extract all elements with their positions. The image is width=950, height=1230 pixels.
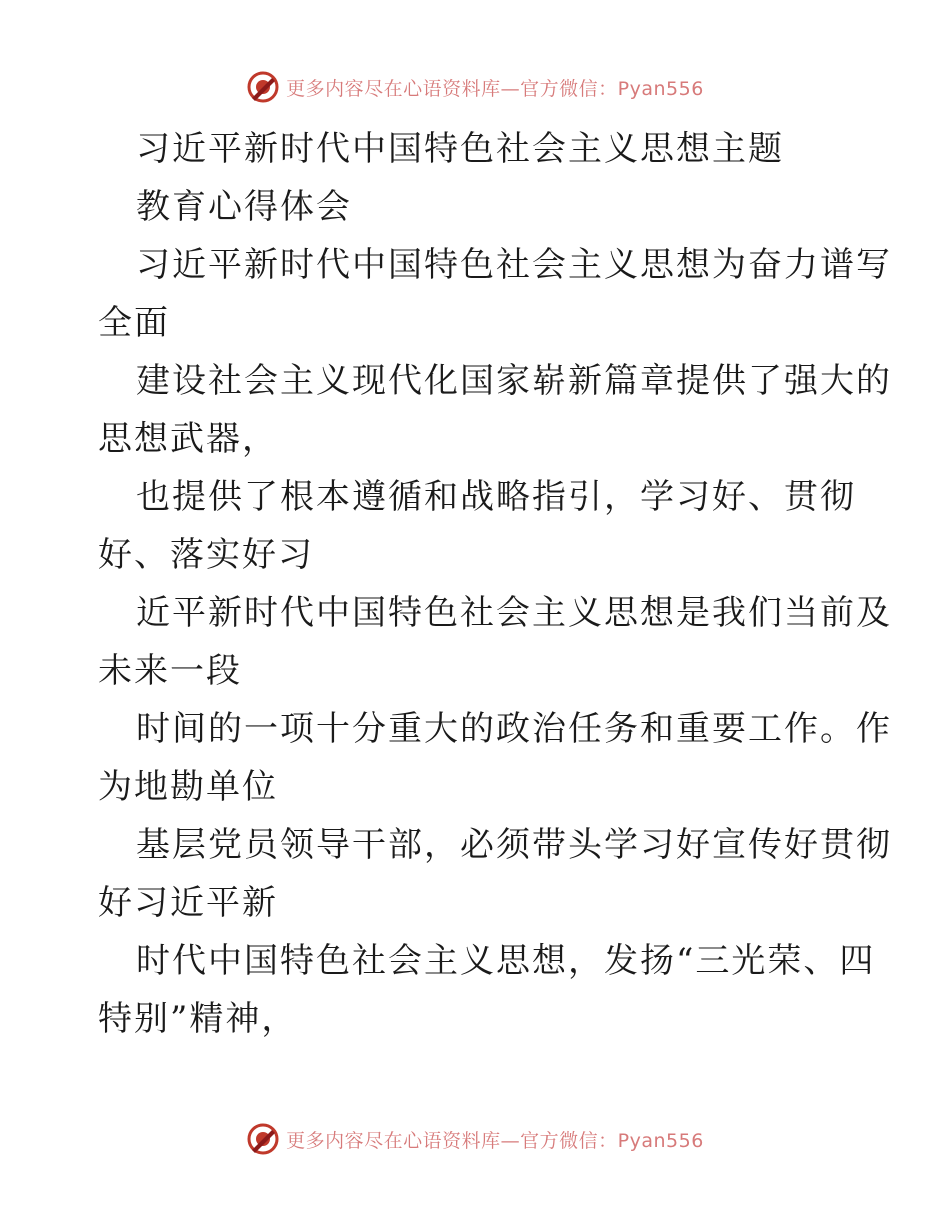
document-body: [98, 120, 892, 1048]
paragraph-line: 也提供了根本遵循和战略指引，学习好、贯彻: [136, 477, 856, 517]
title-line-2: 教育心得体会: [136, 187, 352, 227]
wechat-id: Pyan556: [617, 77, 704, 100]
header-banner: [0, 70, 950, 104]
paragraph-line: 习近平新时代中国特色社会主义思想为奋力谱写: [136, 245, 892, 285]
paragraph-line: 思想武器，: [98, 419, 278, 459]
paragraph-line: 好、落实好习: [98, 535, 314, 575]
paragraph-line: 全面: [98, 303, 170, 343]
paragraph-line: 为地勘单位: [98, 767, 278, 807]
pen-logo-icon: [246, 1122, 280, 1156]
paragraph-line: 特别”精神，: [98, 999, 298, 1039]
paragraph-line: 时间的一项十分重大的政治任务和重要工作。作: [136, 709, 892, 749]
paragraph-line: 基层党员领导干部，必须带头学习好宣传好贯彻: [136, 825, 892, 865]
paragraph-line: 时代中国特色社会主义思想，发扬“三光荣、四: [136, 941, 876, 981]
pen-logo-icon: [246, 70, 280, 104]
title-line-1: 习近平新时代中国特色社会主义思想主题: [136, 129, 784, 169]
paragraph-line: 建设社会主义现代化国家崭新篇章提供了强大的: [136, 361, 892, 401]
paragraph-line: 好习近平新: [98, 883, 278, 923]
wechat-id: Pyan556: [617, 1129, 704, 1152]
banner-text: 更多内容尽在心语资料库—官方微信：Pyan556: [286, 1129, 704, 1152]
banner-text: 更多内容尽在心语资料库—官方微信：Pyan556: [286, 77, 704, 100]
footer-banner: [0, 1122, 950, 1156]
paragraph-line: 未来一段: [98, 651, 242, 691]
paragraph-line: 近平新时代中国特色社会主义思想是我们当前及: [136, 593, 892, 633]
